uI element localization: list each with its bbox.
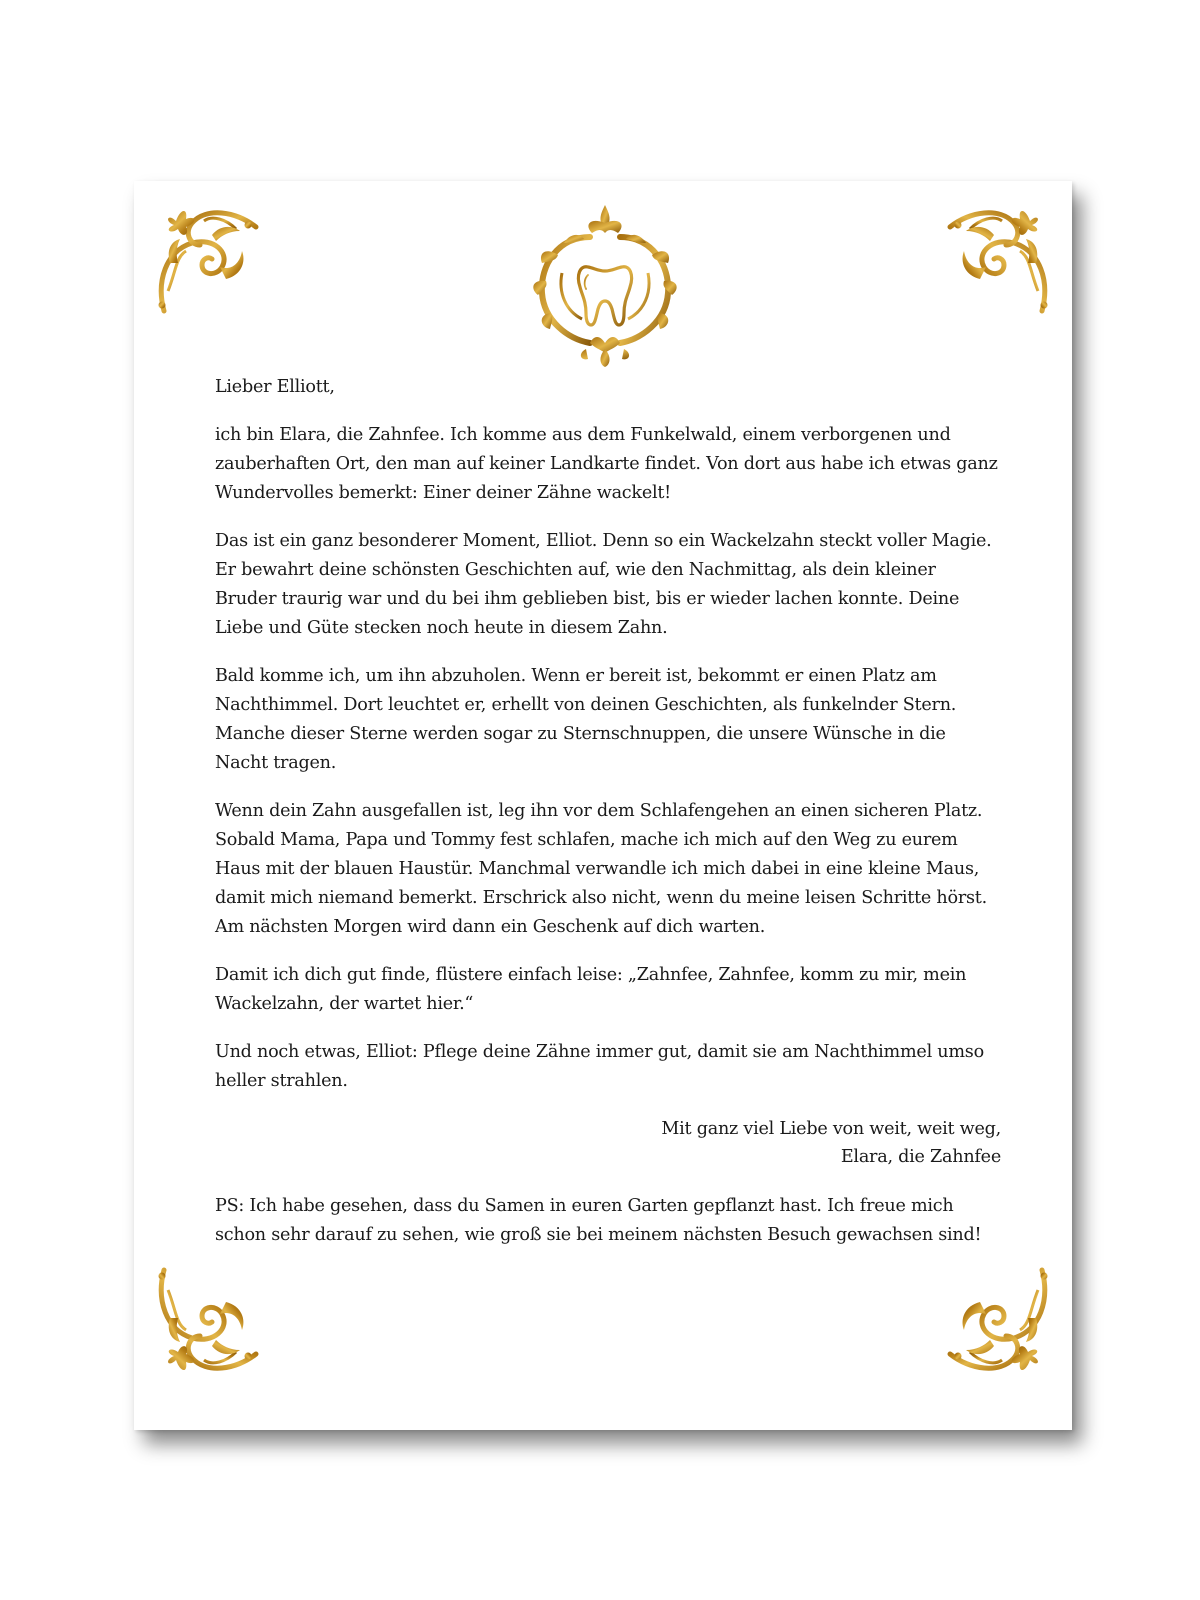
- tooth-icon: [578, 267, 631, 325]
- paragraph-3: Bald komme ich, um ihn abzuholen. Wenn er bereit ist, bekommt er einen Platz am Nachthimmel. Dort leuchtet er, erhellt von deinen Geschichten, als funkelnder Stern. Manche dieser Sterne werden sogar zu Sternschnuppen, die unsere Wünsche in die Nacht tragen.: [215, 666, 957, 773]
- closing: [215, 1115, 1001, 1171]
- paragraph-2: Das ist ein ganz besonderer Moment, Elliot. Denn so ein Wackelzahn steckt voller Magie. Er bewahrt deine schönsten Geschichten auf, wie den Nachmittag, als dein kleiner Bruder traurig war und du bei ihm geblieben bist, bis er wieder lachen konnte. Deine Liebe und Güte stecken noch heute in diesem Zahn.: [215, 531, 992, 638]
- signature: Elara, die Zahnfee: [840, 1147, 1001, 1167]
- paragraph-5: Damit ich dich gut finde, flüstere einfach leise: „Zahnfee, Zahnfee, komm zu mir, mein Wackelzahn, der wartet hier.“: [215, 965, 967, 1014]
- letter-body: [215, 373, 1001, 1269]
- greeting: Lieber Elliott,: [215, 377, 335, 397]
- tooth-emblem: [528, 203, 682, 369]
- postscript: PS: Ich habe gesehen, dass du Samen in euren Garten gepflanzt hast. Ich freue mich schon sehr darauf zu sehen, wie groß sie bei meinem nächsten Besuch gewachsen sind!: [215, 1196, 982, 1245]
- letter-page: [134, 181, 1072, 1430]
- closing-line: Mit ganz viel Liebe von weit, weit weg,: [661, 1119, 1001, 1139]
- paragraph-6: Und noch etwas, Elliot: Pflege deine Zähne immer gut, damit sie am Nachthimmel umso heller strahlen.: [215, 1042, 984, 1091]
- paragraph-1: ich bin Elara, die Zahnfee. Ich komme aus dem Funkelwald, einem verborgenen und zauberhaften Ort, den man auf keiner Landkarte findet. Von dort aus habe ich etwas ganz Wundervolles bemerkt: Einer deiner Zähne wackelt!: [215, 425, 998, 503]
- paragraph-4: Wenn dein Zahn ausgefallen ist, leg ihn vor dem Schlafengehen an einen sicheren Platz. Sobald Mama, Papa und Tommy fest schlafen, mache ich mich auf den Weg zu eurem Haus mit der blauen Haustür. Manchmal verwandle ich mich dabei in eine kleine Maus, damit mich niemand bemerkt. Erschrick also nicht, wenn du meine leisen Schritte hörst. Am nächsten Morgen wird dann ein Geschenk auf dich warten.: [215, 801, 987, 937]
